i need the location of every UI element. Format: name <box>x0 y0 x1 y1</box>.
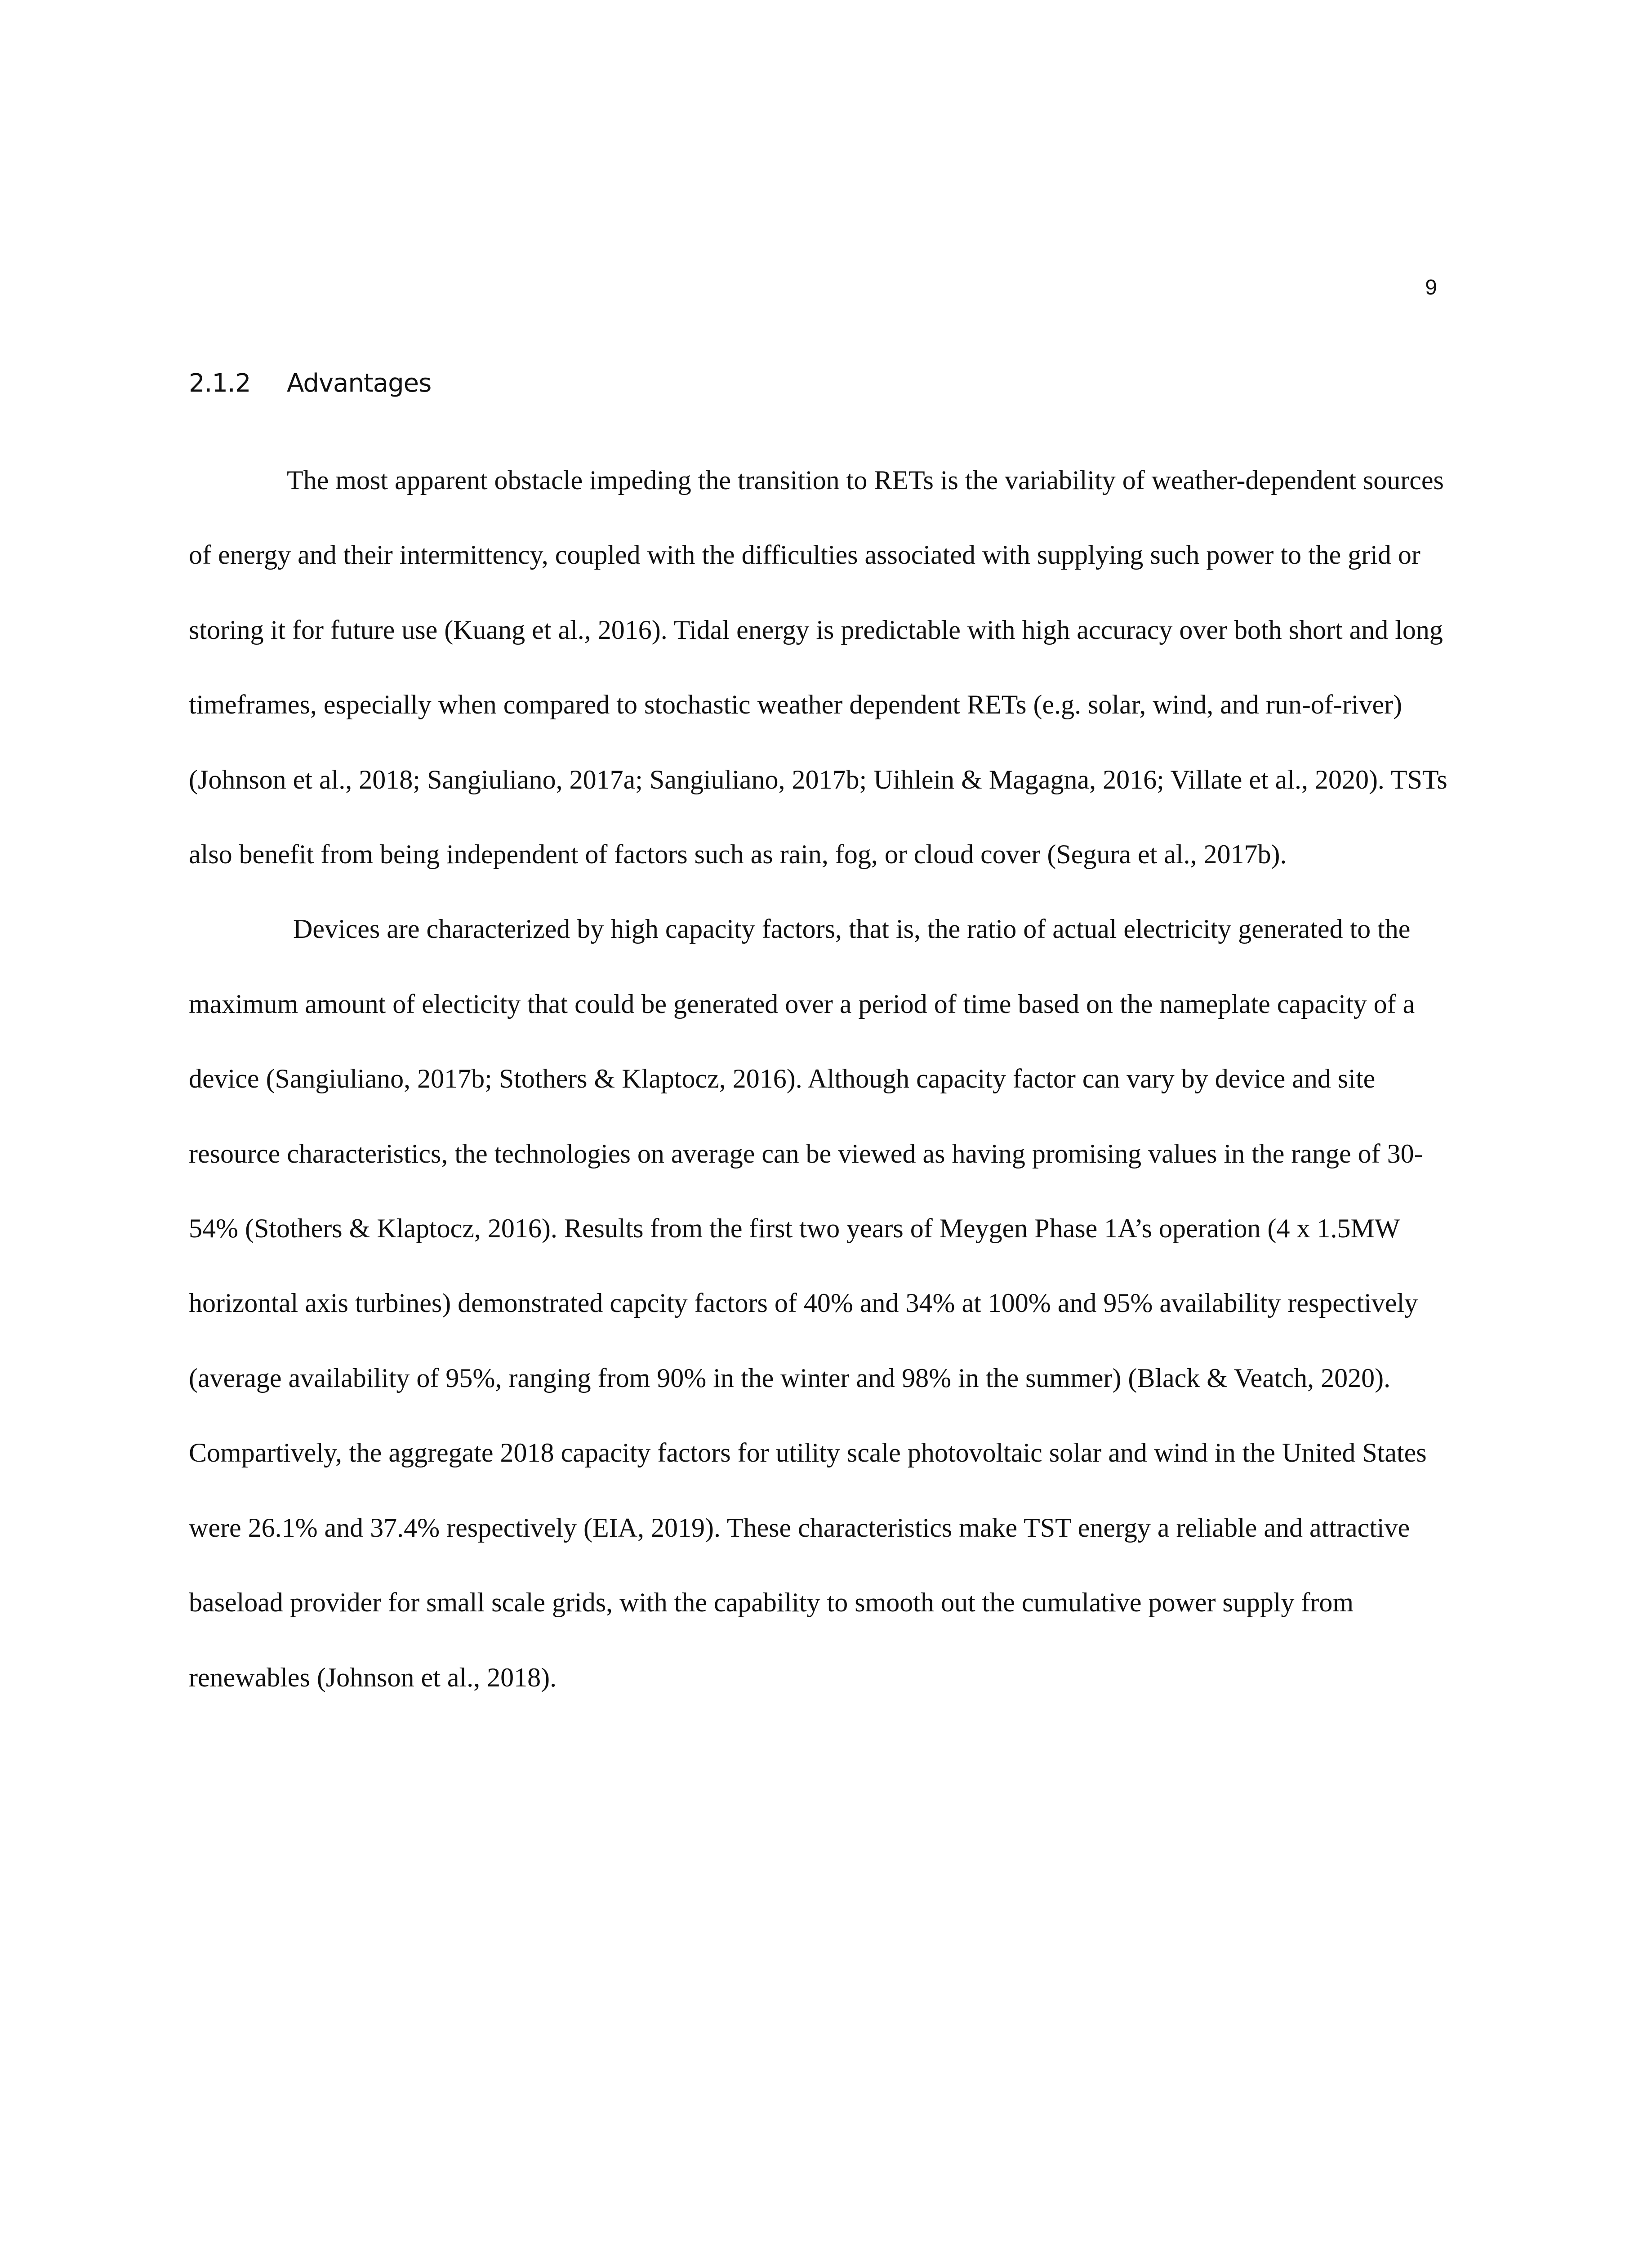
section-heading <box>189 368 431 399</box>
page-number: 9 <box>1425 276 1437 299</box>
body-text <box>189 443 1463 1715</box>
paragraph-predictability: The most apparent obstacle impeding the transition to RETs is the variability of weather-dependent sources of energy and their intermittency, coupled with the difficulties associated with supplying such power to the grid or storing it for future use (Kuang et al., 2016). Tidal energy is predictable with high accuracy over both short and long timeframes, especially when compared to stochastic weather dependent RETs (e.g. solar, wind, and run-of-river) (Johnson et al., 2018; Sangiuliano, 2017a; Sangiuliano, 2017b; Uihlein & Magagna, 2016; Villate et al., 2020). TSTs also benefit from being independent of factors such as rain, fog, or cloud cover (Segura et al., 2017b). <box>189 465 1447 870</box>
section-title: Advantages <box>287 369 432 398</box>
paragraph-capacity-factors: Devices are characterized by high capacity factors, that is, the ratio of actual electricity generated to the maximum amount of electicity that could be generated over a period of time based on the nameplate capacity of a device (Sangiuliano, 2017b; Stothers & Klaptocz, 2016). Although capacity factor can vary by device and site resource characteristics, the technologies on average can be viewed as having promising values in the range of 30-54% (Stothers & Klaptocz, 2016). Results from the first two years of Meygen Phase 1A’s operation (4 x 1.5MW horizontal axis turbines) demonstrated capcity factors of 40% and 34% at 100% and 95% availability respectively (average availability of 95%, ranging from 90% in the winter and 98% in the summer) (Black & Veatch, 2020). Compartively, the aggregate 2018 capacity factors for utility scale photovoltaic solar and wind in the United States were 26.1% and 37.4% respectively (EIA, 2019). These characteristics make TST energy a reliable and attractive baseload provider for small scale grids, with the capability to smooth out the cumulative power supply from renewables (Johnson et al., 2018). <box>189 914 1427 1692</box>
section-number: 2.1.2 <box>189 369 251 398</box>
